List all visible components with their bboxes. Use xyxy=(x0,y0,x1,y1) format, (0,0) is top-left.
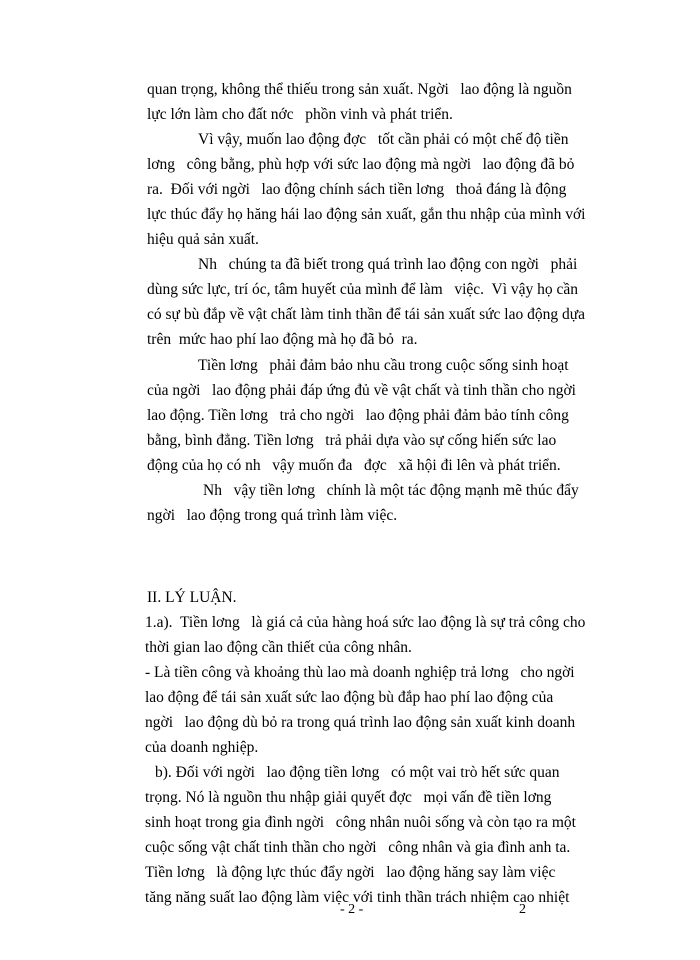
text-line: Tiền lơng phải đảm bảo nhu cầu trong cuộc sống sinh hoạt xyxy=(198,357,569,374)
text-line: 1.a). Tiền lơng là giá cả của hàng hoá sức lao động là sự trả công cho xyxy=(145,614,586,631)
text-line: lao động để tái sản xuất sức lao động bù đắp hao phí lao động của xyxy=(145,689,554,706)
text-line: động của họ có nh vậy muốn đa đợc xã hội đi lên và phát triển. xyxy=(147,457,561,474)
text-line: quan trọng, không thể thiếu trong sản xuất. Ngời lao động là nguồn xyxy=(147,81,572,98)
text-line: Vì vậy, muốn lao động đợc tốt cần phải có một chế độ tiền xyxy=(198,131,569,148)
text-line: cuộc sống vật chất tinh thần cho ngời công nhân và gia đình anh ta. xyxy=(145,839,571,856)
text-line: có sự bù đắp về vật chất làm tinh thần để tái sản xuất sức lao động dựa xyxy=(147,306,585,323)
text-line: tăng năng suất lao động làm việc với tinh thần trách nhiệm cao nhiệt xyxy=(145,889,570,906)
text-line: ngời lao động trong quá trình làm việc. xyxy=(147,507,398,524)
text-line: II. LÝ LUẬN. xyxy=(147,589,237,606)
text-line: dùng sức lực, trí óc, tâm huyết của mình để làm việc. Vì vậy họ cần xyxy=(147,281,579,298)
page-footer-label: - 2 - xyxy=(340,902,364,917)
text-line: bằng, bình đẳng. Tiền lơng trả phải dựa vào sự cống hiến sức lao xyxy=(147,432,557,449)
text-line: lơng công bằng, phù hợp với sức lao động mà ngời lao động đã bỏ xyxy=(147,156,575,173)
text-line: trên mức hao phí lao động mà họ đã bỏ ra. xyxy=(147,331,418,348)
text-line: Nh vậy tiền lơng chính là một tác động mạnh mẽ thúc đẩy xyxy=(203,482,579,499)
text-line: sinh hoạt trong gia đình ngời công nhân nuôi sống và còn tạo ra một xyxy=(145,814,576,831)
text-line: ngời lao động dù bỏ ra trong quá trình lao động sản xuất kinh doanh xyxy=(145,714,576,731)
text-line: Nh chúng ta đã biết trong quá trình lao động con ngời phải xyxy=(198,256,578,273)
text-line: của ngời lao động phải đáp ứng đủ về vật chất và tinh thần cho ngời xyxy=(147,382,576,399)
text-line: - Là tiền công và khoảng thù lao mà doanh nghiệp trả lơng cho ngời xyxy=(145,664,575,681)
text-line: trọng. Nó là nguồn thu nhập giải quyết đợc mọi vấn đề tiền lơng xyxy=(145,789,552,806)
text-line: lực thúc đẩy họ hăng hái lao động sản xuất, gắn thu nhập của mình với xyxy=(147,206,586,223)
page-number: 2 xyxy=(519,902,526,917)
text-line: hiệu quả sản xuất. xyxy=(147,231,259,248)
text-line: lực lớn làm cho đất nớc phồn vinh và phát triển. xyxy=(147,106,453,123)
text-line: của doanh nghiệp. xyxy=(145,739,259,756)
text-line: ra. Đối với ngời lao động chính sách tiền lơng thoả đáng là động xyxy=(147,181,567,198)
text-line: lao động. Tiền lơng trả cho ngời lao động phải đảm bảo tính công xyxy=(147,407,569,424)
text-line: Tiền lơng là động lực thúc đẩy ngời lao động hăng say làm việc xyxy=(145,864,556,881)
text-line: b). Đối với ngời lao động tiền lơng có một vai trò hết sức quan xyxy=(155,764,560,781)
text-line: thời gian lao động cần thiết của công nhân. xyxy=(145,639,412,656)
